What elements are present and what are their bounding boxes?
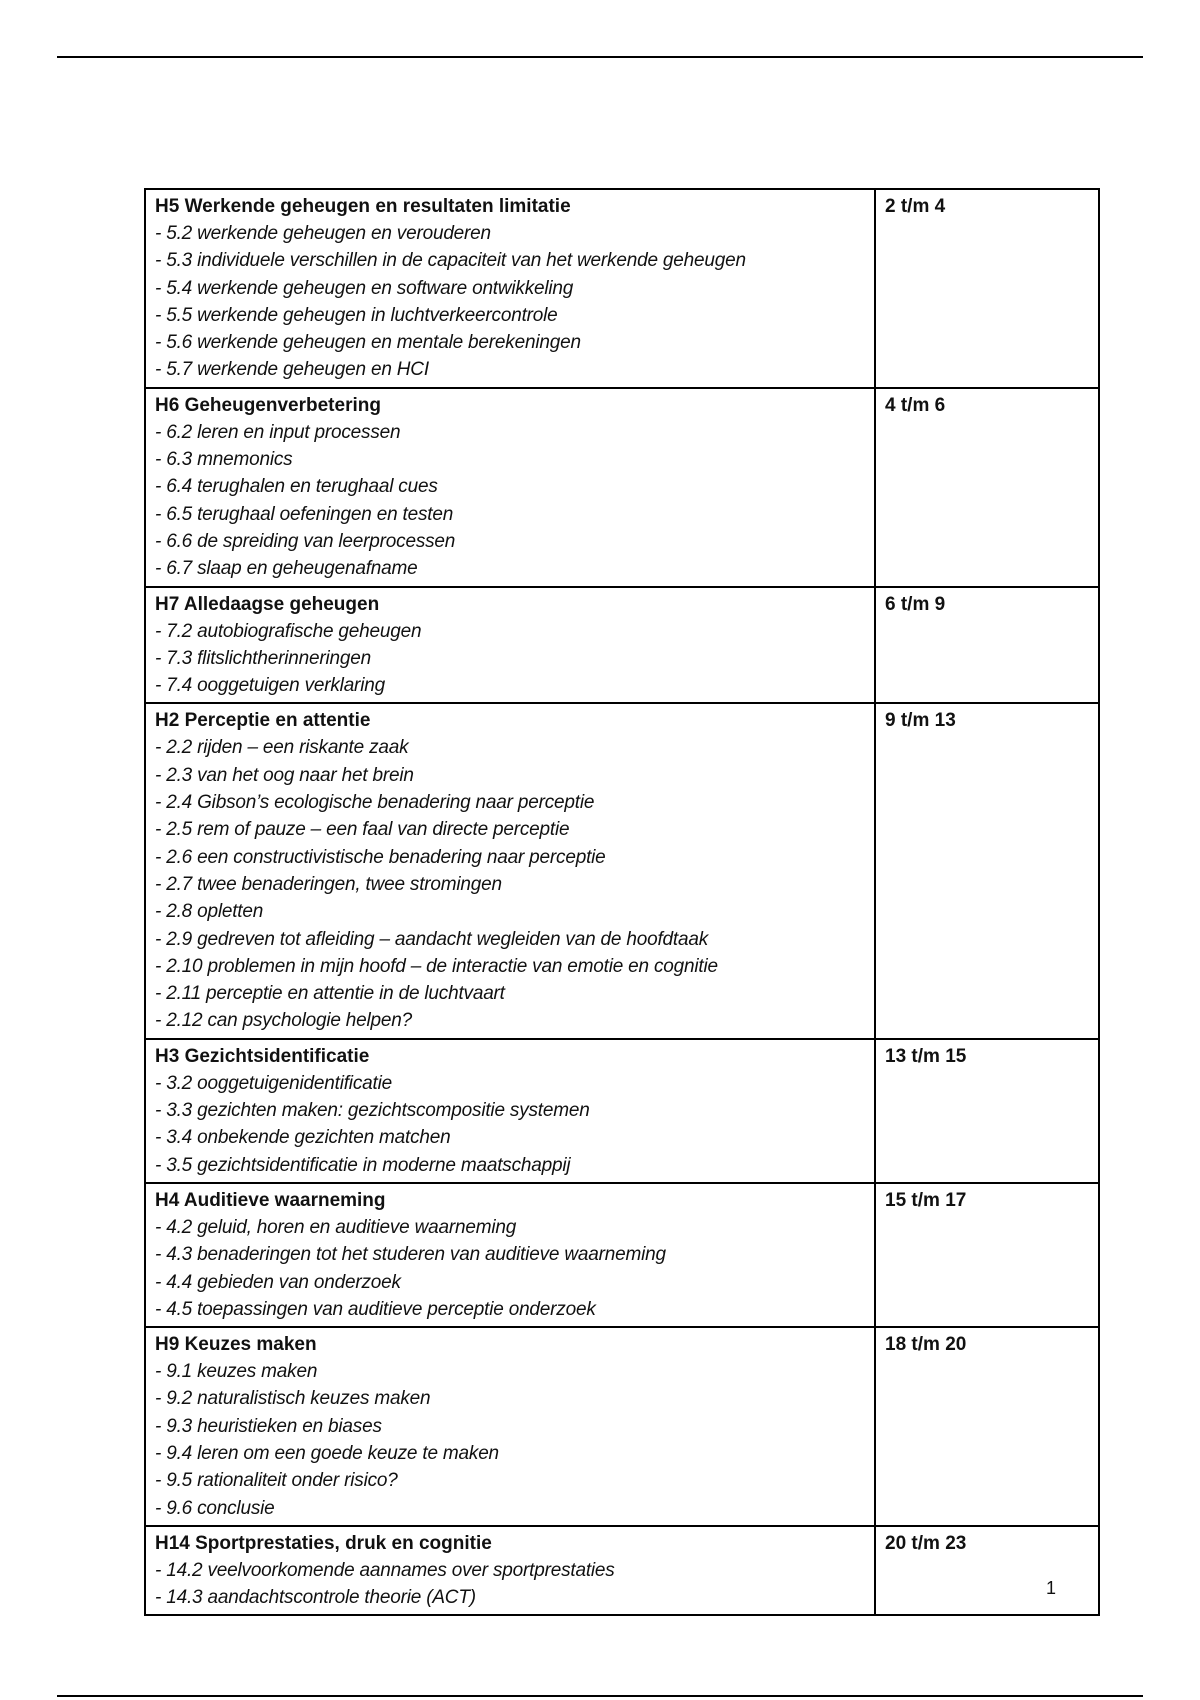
subsection-item: - 6.3 mnemonics [155, 449, 293, 471]
section-heading: H7 Alledaagse geheugen [155, 593, 380, 615]
contents-table-body [145, 189, 1099, 1615]
subsection-item: - 9.1 keuzes maken [155, 1361, 318, 1383]
footer-rule [57, 1695, 1143, 1697]
subsection-item: - 2.4 Gibson’s ecologische benadering naar perceptie [155, 792, 595, 814]
subsection-item: - 9.4 leren om een goede keuze te maken [155, 1442, 499, 1464]
section-row [145, 1039, 1099, 1183]
section-page-range: 6 t/m 9 [885, 593, 946, 615]
section-row [145, 388, 1099, 587]
subsection-item: - 6.5 terughaal oefeningen en testen [155, 503, 454, 525]
section-topics-cell [145, 587, 875, 704]
subsection-item: - 3.4 onbekende gezichten matchen [155, 1127, 451, 1149]
contents-table [144, 188, 1100, 1616]
section-pages-cell [875, 1526, 1099, 1616]
section-pages-cell [875, 1327, 1099, 1526]
section-topics-cell [145, 1526, 875, 1616]
subsection-item: - 6.7 slaap en geheugenafname [155, 558, 418, 580]
subsection-item: - 14.2 veelvoorkomende aannames over sportprestaties [155, 1559, 615, 1581]
subsection-item: - 6.4 terughalen en terughaal cues [155, 476, 438, 498]
subsection-item: - 9.2 naturalistisch keuzes maken [155, 1388, 431, 1410]
subsection-item: - 2.7 twee benaderingen, twee stromingen [155, 873, 502, 895]
section-topics-cell [145, 1183, 875, 1327]
subsection-item: - 5.5 werkende geheugen in luchtverkeercontrole [155, 304, 558, 326]
subsection-item: - 2.2 rijden – een riskante zaak [155, 737, 409, 759]
subsection-item: - 4.3 benaderingen tot het studeren van auditieve waarneming [155, 1244, 666, 1266]
section-row [145, 587, 1099, 704]
section-pages-cell [875, 703, 1099, 1038]
subsection-item: - 7.3 flitslichtherinneringen [155, 647, 371, 669]
header-rule [57, 56, 1143, 58]
subsection-item: - 7.4 ooggetuigen verklaring [155, 675, 385, 697]
section-page-range: 9 t/m 13 [885, 710, 956, 732]
section-heading: H3 Gezichtsidentificatie [155, 1045, 370, 1067]
subsection-item: - 2.6 een constructivistische benadering naar perceptie [155, 846, 606, 868]
section-topics-cell [145, 1039, 875, 1183]
subsection-item: - 6.2 leren en input processen [155, 421, 401, 443]
section-page-range: 18 t/m 20 [885, 1334, 967, 1356]
subsection-item: - 2.11 perceptie en attentie in de luchtvaart [155, 983, 505, 1005]
subsection-item: - 6.6 de spreiding van leerprocessen [155, 530, 456, 552]
subsection-item: - 5.4 werkende geheugen en software ontwikkeling [155, 277, 574, 299]
subsection-item: - 2.5 rem of pauze – een faal van directe perceptie [155, 819, 570, 841]
section-heading: H14 Sportprestaties, druk en cognitie [155, 1532, 492, 1554]
section-heading: H6 Geheugenverbetering [155, 394, 381, 416]
subsection-item: - 9.6 conclusie [155, 1497, 275, 1519]
section-pages-cell [875, 1183, 1099, 1327]
subsection-item: - 4.4 gebieden van onderzoek [155, 1271, 401, 1293]
section-heading: H5 Werkende geheugen en resultaten limitatie [155, 196, 571, 217]
section-topics-cell [145, 703, 875, 1038]
subsection-item: - 5.6 werkende geheugen en mentale berekeningen [155, 332, 581, 354]
page-number: 1 [1046, 1578, 1057, 1598]
section-row [145, 1526, 1099, 1616]
section-pages-cell [875, 388, 1099, 587]
section-pages-cell [875, 189, 1099, 388]
subsection-item: - 7.2 autobiografische geheugen [155, 620, 422, 642]
section-topics-cell [145, 388, 875, 587]
subsection-item: - 14.3 aandachtscontrole theorie (ACT) [155, 1587, 476, 1609]
subsection-item: - 4.2 geluid, horen en auditieve waarneming [155, 1216, 517, 1238]
section-pages-cell [875, 1039, 1099, 1183]
subsection-item: - 3.5 gezichtsidentificatie in moderne maatschappij [155, 1154, 571, 1176]
section-page-range: 2 t/m 4 [885, 196, 946, 217]
subsection-item: - 2.8 opletten [155, 901, 264, 923]
subsection-item: - 4.5 toepassingen van auditieve perceptie onderzoek [155, 1298, 596, 1320]
section-heading: H4 Auditieve waarneming [155, 1189, 386, 1211]
section-topics-cell [145, 189, 875, 388]
subsection-item: - 5.7 werkende geheugen en HCI [155, 359, 429, 381]
subsection-item: - 2.9 gedreven tot afleiding – aandacht wegleiden van de hoofdtaak [155, 928, 708, 950]
section-row [145, 189, 1099, 388]
subsection-item: - 3.2 ooggetuigenidentificatie [155, 1072, 392, 1094]
subsection-item: - 5.2 werkende geheugen en verouderen [155, 223, 491, 244]
section-page-range: 13 t/m 15 [885, 1045, 967, 1067]
subsection-item: - 3.3 gezichten maken: gezichtscompositie systemen [155, 1100, 590, 1122]
section-page-range: 4 t/m 6 [885, 394, 946, 416]
subsection-item: - 9.5 rationaliteit onder risico? [155, 1470, 398, 1492]
section-page-range: 20 t/m 23 [885, 1532, 967, 1554]
section-heading: H2 Perceptie en attentie [155, 710, 371, 732]
section-pages-cell [875, 587, 1099, 704]
section-topics-cell [145, 1327, 875, 1526]
subsection-item: - 9.3 heuristieken en biases [155, 1415, 382, 1437]
section-row [145, 1327, 1099, 1526]
section-page-range: 15 t/m 17 [885, 1189, 967, 1211]
section-row [145, 703, 1099, 1038]
subsection-item: - 2.3 van het oog naar het brein [155, 764, 414, 786]
section-heading: H9 Keuzes maken [155, 1334, 317, 1356]
subsection-item: - 2.10 problemen in mijn hoofd – de interactie van emotie en cognitie [155, 955, 718, 977]
subsection-item: - 5.3 individuele verschillen in de capaciteit van het werkende geheugen [155, 250, 746, 272]
section-row [145, 1183, 1099, 1327]
subsection-item: - 2.12 can psychologie helpen? [155, 1010, 413, 1032]
